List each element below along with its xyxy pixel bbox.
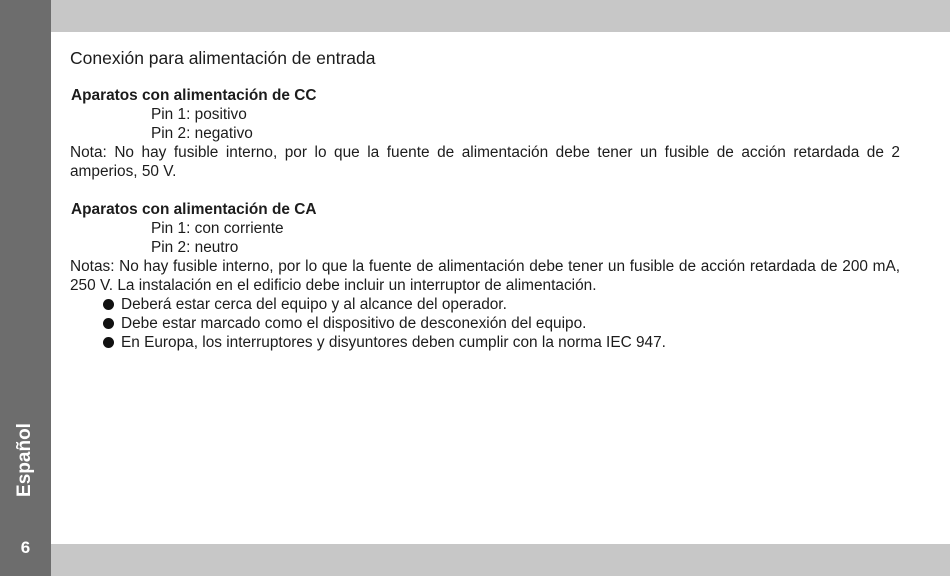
ac-note: Notas: No hay fusible interno, por lo que la fuente de alimentación debe tener un fusible de acción retardada de 200 mA, 250 V. La instalación en el edificio debe incluir un interruptor de alimentación. <box>70 258 900 294</box>
bullet-icon <box>103 318 114 329</box>
bullet-icon <box>103 299 114 310</box>
list-item <box>70 314 900 333</box>
ac-heading: Aparatos con alimentación de CA <box>71 201 317 218</box>
dc-pin-1: Pin 1: positivo <box>151 106 247 123</box>
dc-heading: Aparatos con alimentación de CC <box>71 87 317 104</box>
footer-band <box>51 544 950 576</box>
page-title: Conexión para alimentación de entrada <box>70 48 376 68</box>
ac-pin-2: Pin 2: neutro <box>151 239 239 256</box>
language-tab <box>0 415 51 505</box>
dc-section <box>70 86 900 181</box>
ac-section <box>70 200 900 352</box>
sidebar <box>0 0 51 576</box>
ac-bullet-list <box>70 295 900 352</box>
header-band <box>51 0 950 32</box>
list-item <box>70 295 900 314</box>
ac-pin-1: Pin 1: con corriente <box>151 220 284 237</box>
page-content <box>70 46 900 371</box>
list-item-text: Deberá estar cerca del equipo y al alcance del operador. <box>121 296 507 313</box>
language-label: Español <box>14 423 35 497</box>
dc-pin-2: Pin 2: negativo <box>151 125 253 142</box>
list-item-text: Debe estar marcado como el dispositivo de desconexión del equipo. <box>121 315 587 332</box>
page-number: 6 <box>20 538 31 557</box>
dc-note: Nota: No hay fusible interno, por lo que la fuente de alimentación debe tener un fusible de acción retardada de 2 amperios, 50 V. <box>70 144 900 180</box>
list-item <box>70 333 900 352</box>
list-item-text: En Europa, los interruptores y disyuntores deben cumplir con la norma IEC 947. <box>121 334 666 351</box>
bullet-icon <box>103 337 114 348</box>
